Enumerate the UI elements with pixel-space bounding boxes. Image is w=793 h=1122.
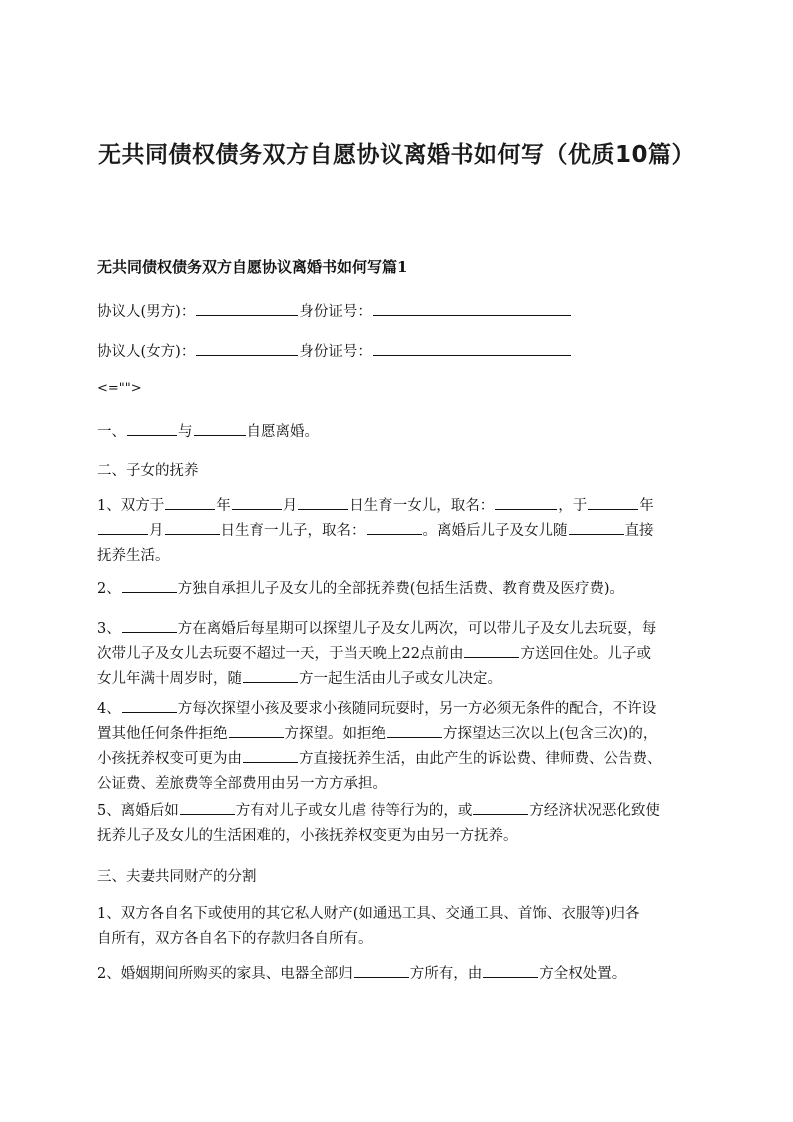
paragraph-2: 2、 方独自承担儿子及女儿的全部抚养费(包括生活费、教育费及医疗费)。	[97, 577, 709, 602]
blank-field	[373, 301, 571, 316]
blank-field	[122, 618, 177, 633]
blank-field	[243, 748, 298, 763]
blank-field	[165, 495, 215, 510]
blank-field	[464, 643, 519, 658]
paragraph-1: 1、双方于 年 月 日生育一女儿，取名： ，于 年 月 日生育一儿子，取名： 。离婚后儿子及女儿随 直接 抚养生活。	[97, 494, 709, 569]
blank-field	[298, 495, 348, 510]
blank-field	[569, 520, 624, 535]
paragraph-3: 3、 方在离婚后每星期可以探望儿子及女儿两次，可以带儿子及女儿去玩耍，每 次带儿子及女儿去玩耍不超过一天，于当天晚上22点前由 方送回住处。儿子或 女儿年满十周岁时，随 方一起生活由儿子或女儿决定。	[97, 617, 709, 692]
blank-field	[373, 341, 571, 356]
blank-field	[127, 421, 177, 436]
blank-field	[229, 723, 284, 738]
party-male-label: 协议人(男方)：	[97, 304, 196, 320]
blank-field	[354, 963, 409, 978]
paragraph-4: 4、 方每次探望小孩及要求小孩随同玩耍时，另一方必须无条件的配合，不许设 置其他任何条件拒绝 方探望。如拒绝 方探望达三次以上(包含三次)的， 小孩抚养权变可更为由 方直接抚养生活，由此产生的诉讼费、律师费、公告费、 公证费、差旅费等全部费用由另一方方承担。	[97, 697, 709, 797]
blank-field	[243, 668, 298, 683]
blank-field	[588, 495, 638, 510]
blank-field	[165, 520, 220, 535]
item-one: 一、 与 自愿离婚。	[97, 420, 709, 445]
blank-field	[495, 495, 557, 510]
party-female-label: 协议人(女方)：	[97, 344, 196, 360]
blank-field	[232, 495, 282, 510]
blank-field	[122, 578, 177, 593]
blank-field	[122, 698, 177, 713]
blank-field	[194, 421, 246, 436]
paragraph-6: 1、双方各自名下或使用的其它私人财产(如通迅工具、交通工具、首饰、衣服等)归各 自所有，双方各自名下的存款归各自所有。	[97, 906, 640, 947]
paragraph-5: 5、离婚后如 方有对儿子或女儿虐 待等行为的，或 方经济状况恶化致使 抚养儿子及女儿的生活困难的，小孩抚养权变更为由另一方抚养。	[97, 799, 709, 849]
heading-child-custody: 二、子女的抚养	[97, 463, 199, 479]
blank-field	[98, 520, 148, 535]
id-label: 身份证号：	[299, 344, 372, 360]
blank-field	[473, 800, 528, 815]
blank-field	[483, 963, 538, 978]
blank-field	[196, 301, 298, 316]
code-fragment: <="">	[97, 381, 142, 396]
section-heading: 无共同债权债务双方自愿协议离婚书如何写篇1	[97, 258, 408, 276]
id-label: 身份证号：	[299, 304, 372, 320]
blank-field	[180, 800, 235, 815]
party-male-line	[97, 300, 709, 325]
party-female-line	[97, 340, 709, 365]
heading-property-division: 三、夫妻共同财产的分割	[97, 869, 257, 885]
paragraph-7: 2、婚姻期间所购买的家具、电器全部归 方所有，由 方全权处置。	[97, 962, 709, 987]
blank-field	[367, 520, 422, 535]
blank-field	[196, 341, 298, 356]
blank-field	[387, 723, 442, 738]
page-title: 无共同债权债务双方自愿协议离婚书如何写（优质10篇）	[97, 142, 695, 168]
